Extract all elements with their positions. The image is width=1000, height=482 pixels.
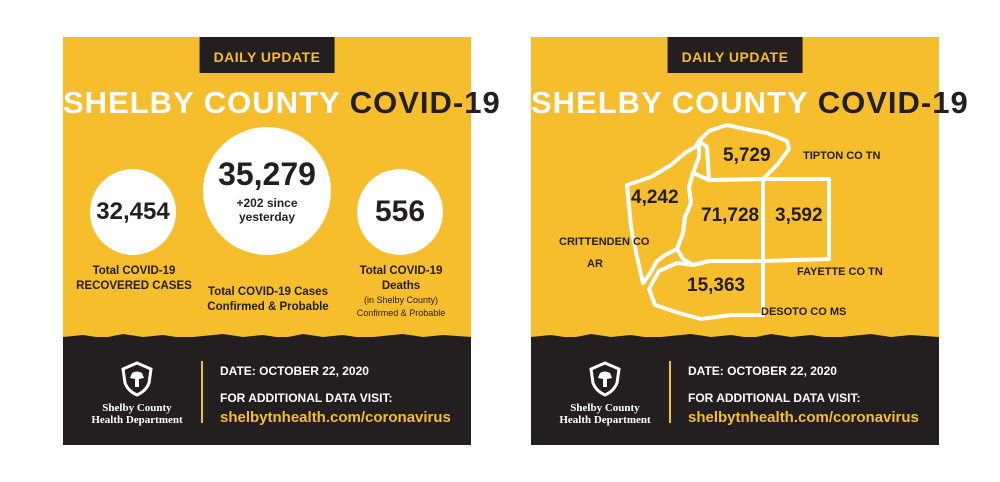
- shield-logo-icon: [120, 361, 154, 397]
- shelby-value: 71,728: [701, 205, 760, 226]
- fayette-value: 3,592: [775, 205, 823, 226]
- title-county: SHELBY COUNTY: [531, 85, 809, 120]
- cases-circle: [203, 127, 331, 255]
- title-covid: COVID-19: [817, 85, 969, 120]
- map-panel: [531, 37, 969, 445]
- footer-visit-label: FOR ADDITIONAL DATA VISIT:: [220, 391, 393, 405]
- org-name-1: Shelby County: [570, 402, 640, 414]
- title-covid: COVID-19: [349, 85, 501, 120]
- recovered-caption: [76, 264, 192, 294]
- deaths-label-1: Total COVID-19 Deaths: [359, 265, 443, 292]
- tipton-value: 5,729: [723, 145, 771, 166]
- cases-label-1: Total COVID-19 Cases: [208, 286, 328, 298]
- desoto-label: DESOTO CO MS: [761, 306, 847, 318]
- daily-update-badge: DAILY UPDATE: [668, 37, 803, 73]
- fayette-label: FAYETTE CO TN: [797, 266, 883, 278]
- desoto-value: 15,363: [687, 275, 746, 296]
- footer-visit-label: FOR ADDITIONAL DATA VISIT:: [688, 391, 861, 405]
- recovered-value: 32,454: [96, 198, 170, 225]
- org-logo: [91, 361, 183, 426]
- stats-panel: [63, 37, 501, 445]
- daily-update-badge: DAILY UPDATE: [200, 37, 335, 73]
- shield-logo-icon: [588, 361, 622, 397]
- cases-caption: [201, 285, 335, 315]
- crittenden-label-2: AR: [587, 258, 603, 270]
- panel-title: [63, 85, 501, 121]
- cases-label-2: Confirmed & Probable: [207, 301, 329, 313]
- crittenden-value: 4,242: [631, 187, 679, 208]
- crittenden-label: [559, 235, 649, 271]
- footer-url-link[interactable]: shelbytnhealth.com/coronavirus: [220, 409, 451, 426]
- org-name-2: Health Department: [91, 414, 183, 426]
- cases-delta-1: +202 since: [236, 196, 298, 210]
- deaths-label-2: (in Shelby County): [363, 295, 439, 305]
- recovered-label-2: RECOVERED CASES: [76, 280, 192, 292]
- org-name-1: Shelby County: [102, 402, 172, 414]
- deaths-circle: [357, 169, 443, 255]
- tipton-label: TIPTON CO TN: [803, 150, 881, 162]
- deaths-caption: [339, 264, 463, 320]
- footer-divider: [669, 361, 671, 423]
- deaths-value: 556: [374, 195, 426, 228]
- crittenden-label-1: CRITTENDEN CO: [559, 236, 650, 248]
- org-name-2: Health Department: [559, 414, 651, 426]
- cases-value: 35,279: [218, 156, 316, 192]
- recovered-circle: [90, 169, 176, 255]
- footer-url-link[interactable]: shelbytnhealth.com/coronavirus: [688, 409, 919, 426]
- cases-delta-2: yesterday: [238, 210, 296, 224]
- org-logo: [559, 361, 651, 426]
- footer-divider: [201, 361, 203, 423]
- footer-date: DATE: OCTOBER 22, 2020: [220, 364, 369, 378]
- title-county: SHELBY COUNTY: [63, 85, 341, 120]
- deaths-label-3: Confirmed & Probable: [356, 308, 446, 318]
- footer-date: DATE: OCTOBER 22, 2020: [688, 364, 837, 378]
- recovered-label-1: Total COVID-19: [92, 265, 176, 277]
